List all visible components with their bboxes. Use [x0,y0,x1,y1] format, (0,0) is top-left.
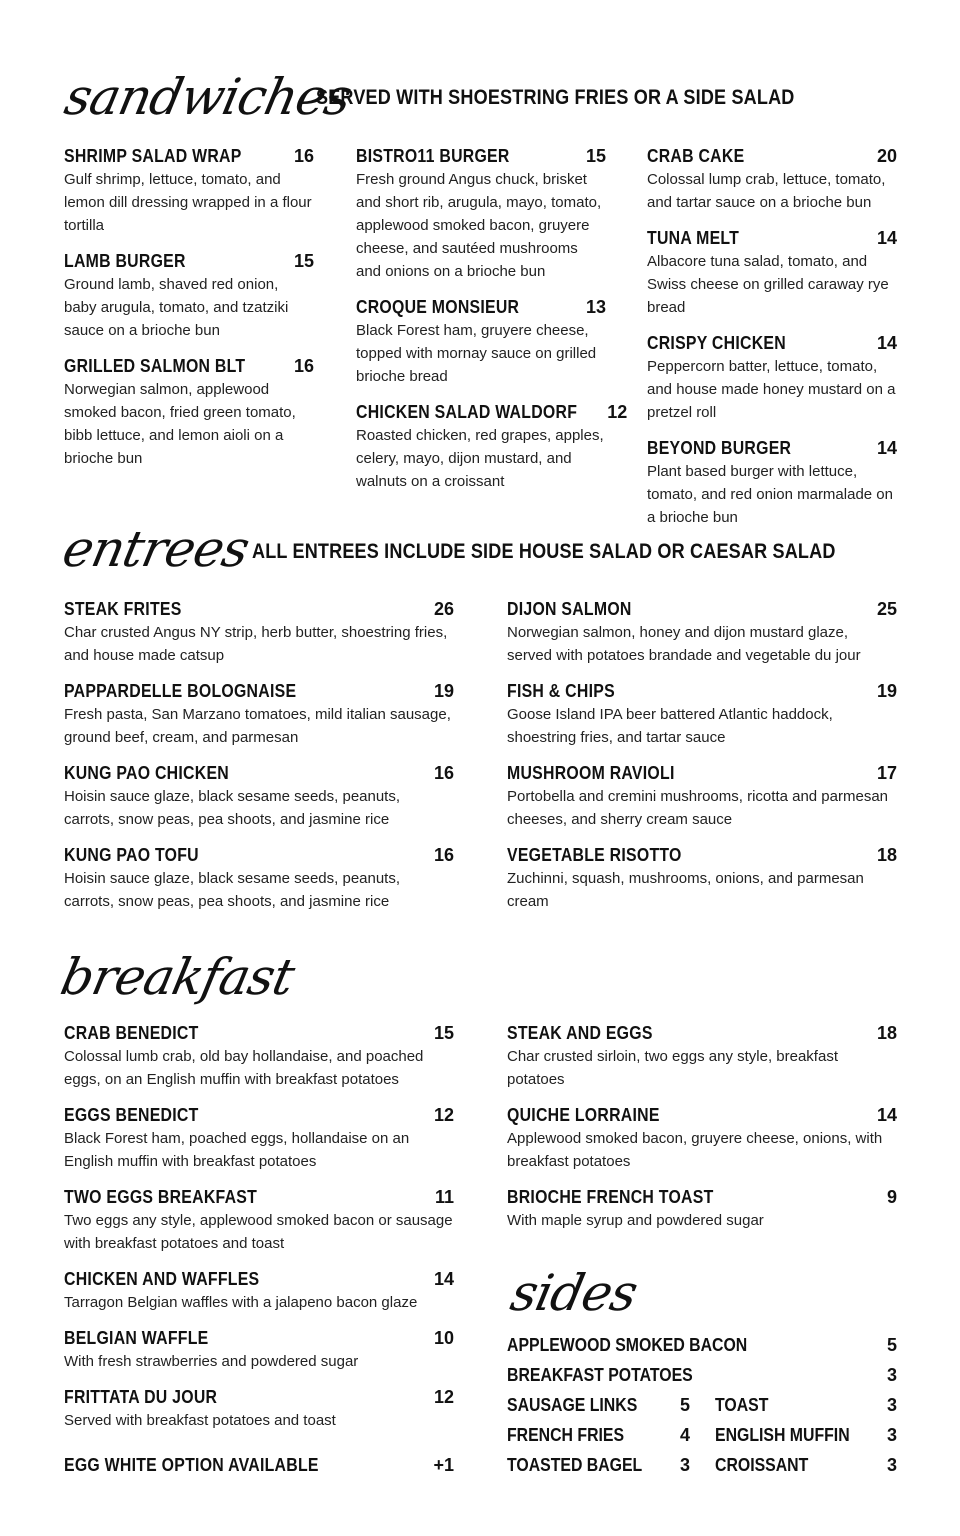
menu-item-description: With maple syrup and powdered sugar [507,1212,764,1229]
menu-item-description: Two eggs any style, applewood smoked bacon or sausage with breakfast potatoes and toast [64,1212,453,1252]
menu-item [507,843,897,913]
menu-item [507,761,897,831]
menu-item [507,679,897,749]
side-item-name: APPLEWOOD SMOKED BACON [507,1334,748,1355]
menu-item-name: VEGETABLE RISOTTO [507,845,682,865]
egg-white-option-name: EGG WHITE OPTION AVAILABLE [64,1455,319,1475]
menu-item-price: 14 [876,1105,897,1125]
sandwiches-heading: sandwiches [59,68,357,126]
menu-item-header [356,400,628,424]
menu-item-description: Fresh pasta, San Marzano tomatoes, mild italian sausage, ground beef, cream, and parmesan [64,706,451,746]
menu-item-description: Black Forest ham, gruyere cheese, topped with mornay sauce on grilled brioche bread [356,322,597,385]
menu-item-description: Plant based burger with lettuce, tomato, and red onion marmalade on a brioche bun [647,463,893,526]
side-item [507,1420,690,1450]
menu-item-header [647,226,897,250]
menu-item-description: Norwegian salmon, applewood smoked bacon, fried green tomato, bibb lettuce, and lemon aioli on a brioche bun [64,381,296,467]
side-item-name: BREAKFAST POTATOES [507,1364,693,1385]
menu-item-price: 14 [876,438,897,458]
menu-item-header [64,1267,454,1291]
menu-item-name: MUSHROOM RAVIOLI [507,763,675,783]
menu-item-header [64,1103,454,1127]
menu-item-price: 15 [433,1023,454,1043]
menu-item-description: Hoisin sauce glaze, black sesame seeds, peanuts, carrots, snow peas, pea shoots, and jasmine rice [64,788,401,828]
sandwiches-col-1 [64,144,314,482]
side-item-name: FRENCH FRIES [507,1424,625,1445]
breakfast-heading: breakfast [55,948,299,1006]
menu-item-name: BELGIAN WAFFLE [64,1328,209,1348]
menu-item-name: CROQUE MONSIEUR [356,297,520,317]
menu-item-description: Portobella and cremini mushrooms, ricotta and parmesan cheeses, and sherry cream sauce [507,788,889,828]
menu-item-price: 12 [433,1105,454,1125]
menu-item-name: SHRIMP SALAD WRAP [64,146,242,166]
menu-item-name: BRIOCHE FRENCH TOAST [507,1187,714,1207]
menu-item-price: 14 [433,1269,454,1289]
sides-left-list [507,1390,690,1480]
sandwiches-col-3 [647,144,897,541]
side-item-name: TOAST [715,1394,769,1415]
menu-item-price: 20 [876,146,897,166]
sides-full-list [507,1330,897,1390]
sandwiches-subtitle: SERVED WITH SHOESTRING FRIES OR A SIDE SALAD [316,86,795,109]
menu-item [64,679,454,749]
menu-item-header [507,843,897,867]
menu-item-name: LAMB BURGER [64,251,186,271]
menu-item-header [64,1185,454,1209]
menu-item [507,1185,897,1232]
menu-item [507,1021,897,1091]
menu-item-description: Fresh ground Angus chuck, brisket and short rib, arugula, mayo, tomato, applewood smoked bacon, gruyere cheese, and sautéed mushrooms and onions on a brioche bun [356,171,602,280]
side-item-price: 3 [886,1394,897,1415]
menu-item [356,400,628,493]
menu-item-price: 17 [876,763,897,783]
menu-item-name: CRAB BENEDICT [64,1023,199,1043]
menu-item-price: 11 [434,1187,454,1207]
menu-item-price: 16 [293,356,314,376]
entrees-heading: entrees [57,520,254,578]
menu-item-header [64,144,314,168]
menu-item [507,1103,897,1173]
menu-item-header [64,1326,454,1350]
menu-item-header [507,1103,897,1127]
side-item-price: 5 [679,1394,690,1415]
egg-white-option-price: +1 [433,1455,454,1475]
menu-item-description: Gulf shrimp, lettuce, tomato, and lemon dill dressing wrapped in a flour tortilla [64,171,312,234]
menu-item-header [507,597,897,621]
menu-item [64,597,454,667]
menu-item-price: 16 [293,146,314,166]
menu-item-description: Albacore tuna salad, tomato, and Swiss cheese on grilled caraway rye bread [647,253,889,316]
entrees-col-1 [64,597,454,925]
menu-item-name: EGGS BENEDICT [64,1105,199,1125]
menu-item-price: 12 [607,402,628,422]
menu-item [64,249,314,342]
menu-item-description: Hoisin sauce glaze, black sesame seeds, peanuts, carrots, snow peas, pea shoots, and jasmine rice [64,870,401,910]
menu-item-header [647,436,897,460]
breakfast-col-2 [507,1021,897,1244]
breakfast-col-1 [64,1021,454,1444]
menu-item [64,843,454,913]
menu-item-price: 15 [293,251,314,271]
menu-item-description: Char crusted sirloin, two eggs any style, breakfast potatoes [507,1048,838,1088]
menu-item-header [356,295,606,319]
menu-item-price: 18 [876,1023,897,1043]
side-item [507,1360,897,1390]
menu-item-price: 14 [876,228,897,248]
menu-item-header [64,843,454,867]
menu-item-description: Colossal lumb crab, old bay hollandaise, and poached eggs, on an English muffin with breakfast potatoes [64,1048,424,1088]
menu-item [64,1385,454,1432]
menu-item-description: Char crusted Angus NY strip, herb butter, shoestring fries, and house made catsup [64,624,448,664]
menu-item-description: Tarragon Belgian waffles with a jalapeno bacon glaze [64,1294,418,1311]
entrees-subtitle: ALL ENTREES INCLUDE SIDE HOUSE SALAD OR CAESAR SALAD [252,540,836,563]
menu-item-price: 19 [876,681,897,701]
menu-item-name: PAPPARDELLE BOLOGNAISE [64,681,297,701]
menu-item-header [64,761,454,785]
menu-item [647,331,897,424]
menu-item-name: KUNG PAO TOFU [64,845,199,865]
menu-item [64,144,314,237]
menu-item [356,144,606,283]
side-item-price: 3 [679,1454,690,1475]
side-item-name: ENGLISH MUFFIN [715,1424,850,1445]
menu-item-header [64,679,454,703]
menu-item-price: 18 [876,845,897,865]
menu-item-price: 25 [876,599,897,619]
menu-item-header [64,597,454,621]
menu-item [64,354,314,470]
sides-right-list [715,1390,897,1480]
menu-item [647,226,897,319]
menu-item-description: Black Forest ham, poached eggs, hollandaise on an English muffin with breakfast potatoes [64,1130,410,1170]
menu-item-name: CHICKEN AND WAFFLES [64,1269,260,1289]
side-item-name: SAUSAGE LINKS [507,1394,638,1415]
menu-item-description: Applewood smoked bacon, gruyere cheese, onions, with breakfast potatoes [507,1130,883,1170]
menu-item-header [356,144,606,168]
menu-item-price: 12 [433,1387,454,1407]
menu-item [64,761,454,831]
menu-item-header [507,761,897,785]
menu-item [64,1267,454,1314]
side-item [715,1390,897,1420]
menu-item-header [507,1185,897,1209]
menu-item-header [507,679,897,703]
side-item [715,1450,897,1480]
side-item-price: 5 [886,1334,897,1355]
menu-item-price: 16 [433,845,454,865]
menu-item-description: Peppercorn batter, lettuce, tomato, and house made honey mustard on a pretzel roll [647,358,896,421]
menu-item-description: Norwegian salmon, honey and dijon mustard glaze, served with potatoes brandade and vegetable du jour [507,624,861,664]
menu-item-description: Ground lamb, shaved red onion, baby arugula, tomato, and tzatziki sauce on a brioche bun [64,276,289,339]
menu-item-name: STEAK FRITES [64,599,182,619]
menu-item-name: KUNG PAO CHICKEN [64,763,229,783]
menu-item-name: BISTRO11 BURGER [356,146,510,166]
menu-item-name: DIJON SALMON [507,599,632,619]
menu-item-header [64,249,314,273]
menu-item-description: Roasted chicken, red grapes, apples, celery, mayo, dijon mustard, and walnuts on a croissant [356,427,604,490]
menu-item-header [647,331,897,355]
side-item-price: 3 [886,1454,897,1475]
sides-heading: sides [505,1264,643,1322]
menu-item-price: 26 [433,599,454,619]
egg-white-option [64,1453,454,1477]
menu-item-description: Zuchinni, squash, mushrooms, onions, and parmesan cream [507,870,864,910]
side-item-price: 3 [886,1424,897,1445]
menu-item-name: TUNA MELT [647,228,740,248]
menu-item-description: With fresh strawberries and powdered sugar [64,1353,359,1370]
menu-item-name: CRAB CAKE [647,146,745,166]
side-item [507,1450,690,1480]
menu-item-header [647,144,897,168]
menu-item [356,295,606,388]
menu-item-price: 19 [433,681,454,701]
menu-item [647,144,897,214]
menu-item-price: 10 [433,1328,454,1348]
menu-item-name: CRISPY CHICKEN [647,333,786,353]
menu-item [64,1103,454,1173]
menu-item-price: 14 [876,333,897,353]
side-item-price: 3 [886,1364,897,1385]
menu-item [64,1021,454,1091]
menu-item-header [64,354,314,378]
menu-item-description: Served with breakfast potatoes and toast [64,1412,336,1429]
menu-item-header [507,1021,897,1045]
menu-item-header [64,1021,454,1045]
menu-item [64,1185,454,1255]
menu-item-name: QUICHE LORRAINE [507,1105,660,1125]
menu-item-name: TWO EGGS BREAKFAST [64,1187,258,1207]
menu-item-price: 9 [886,1187,897,1207]
menu-item-name: STEAK AND EGGS [507,1023,653,1043]
menu-item-name: FRITTATA DU JOUR [64,1387,218,1407]
menu-item-price: 13 [585,297,606,317]
menu-item [647,436,897,529]
menu-item [64,1326,454,1373]
menu-item-name: FISH & CHIPS [507,681,615,701]
side-item [507,1330,897,1360]
menu-item [507,597,897,667]
entrees-col-2 [507,597,897,925]
menu-item-description: Goose Island IPA beer battered Atlantic haddock, shoestring fries, and tartar sauce [507,706,833,746]
side-item-name: TOASTED BAGEL [507,1454,643,1475]
menu-item-price: 16 [433,763,454,783]
menu-item-price: 15 [585,146,606,166]
menu-item-name: BEYOND BURGER [647,438,792,458]
sandwiches-col-2 [356,144,628,505]
side-item-price: 4 [679,1424,690,1445]
side-item [715,1420,897,1450]
side-item-name: CROISSANT [715,1454,809,1475]
menu-item-header [64,1385,454,1409]
menu-item-name: CHICKEN SALAD WALDORF [356,402,578,422]
menu-item-description: Colossal lump crab, lettuce, tomato, and tartar sauce on a brioche bun [647,171,886,211]
side-item [507,1390,690,1420]
menu-item-name: GRILLED SALMON BLT [64,356,246,376]
